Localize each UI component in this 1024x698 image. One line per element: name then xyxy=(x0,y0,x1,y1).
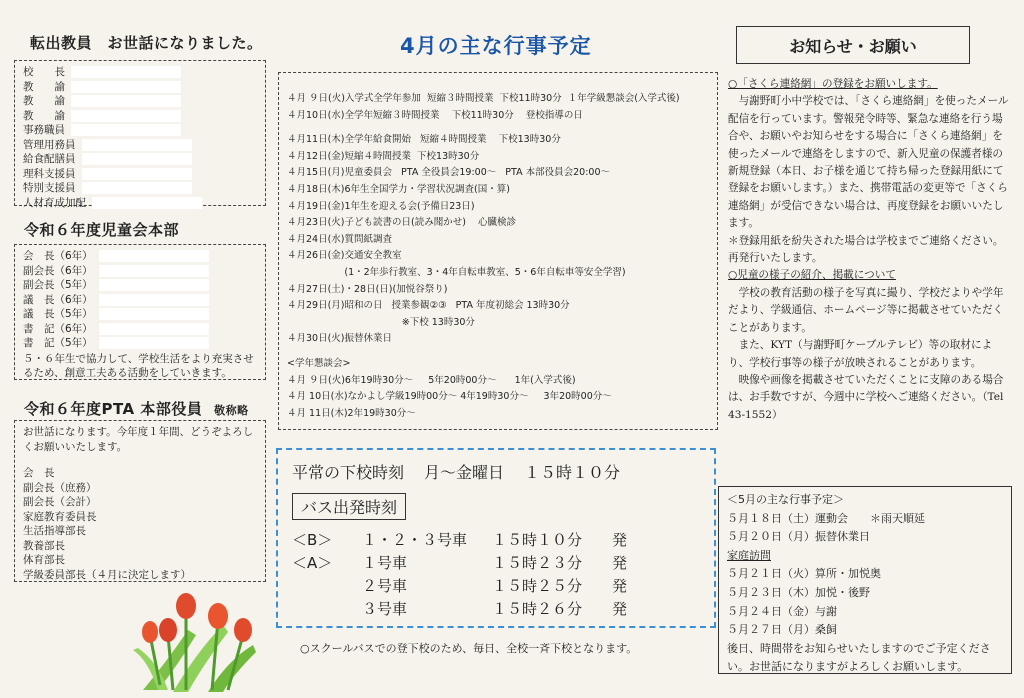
redacted-name xyxy=(71,95,181,107)
schedule-line: ４月10日(水)全学年短縮３時間授業 下校11時30分 登校指導の日 xyxy=(287,109,583,121)
council-member: 副会長（6年） xyxy=(23,264,257,279)
schedule-line: ４月 ９日(火)入学式全学年参加 短縮３時間授業 下校11時30分 １年学級懇談会(入学式後) xyxy=(287,93,680,104)
home-visit-day: ５月２７日（月）桑飼 xyxy=(727,623,837,637)
schedule-line: ４月27日(土)・28日(日)(加悦谷祭り) xyxy=(287,283,448,295)
transfer-list xyxy=(14,60,266,209)
pta-list xyxy=(14,420,266,582)
redacted-name xyxy=(99,279,209,291)
pta-role: 生活指導部長 xyxy=(23,525,86,537)
redacted-name xyxy=(71,124,181,136)
redacted-name xyxy=(99,308,209,320)
pta-role: 家庭教育委員長 xyxy=(23,510,97,523)
transfer-role: 給食配膳員 xyxy=(23,152,257,167)
transfer-role: 教 諭 xyxy=(23,94,257,109)
council-list xyxy=(14,244,266,380)
transfer-role: 教 諭 xyxy=(23,80,257,95)
redacted-name xyxy=(82,168,192,180)
schedule-line: ４月24日(水)質問紙調査 xyxy=(287,233,393,245)
pta-role: 副会長（庶務） xyxy=(23,481,97,494)
redacted-name xyxy=(99,323,209,335)
pta-role: 学級委員部長（４月に決定します） xyxy=(23,568,191,581)
council-title: 令和６年度児童会本部 xyxy=(24,221,180,239)
photo-paragraph-2: また、KYT（与謝野町ケーブルテレビ）等の取材により、学校行事等の様子が放映されることがあります。 xyxy=(728,339,993,369)
may-event: ５月２０日（月）振替休業日 xyxy=(727,530,870,544)
redacted-name xyxy=(99,265,209,277)
council-member: 会 長（6年） xyxy=(23,249,257,264)
schedule-gap xyxy=(287,124,711,132)
council-member: 議 長（6年） xyxy=(23,293,257,308)
april-schedule-box xyxy=(278,72,718,430)
council-member: 議 長（5年） xyxy=(23,307,257,322)
photo-heading: ○児童の様子の紹介、掲載について xyxy=(728,269,896,282)
pta-title: 令和６年度PTA 本部役員 敬称略 xyxy=(24,400,249,418)
renrakumo-body: 与謝野町小中学校では、「さくら連絡網」を使ったメール配信を行っています。警報発令時等、緊急な連絡を行う場合や、お願いやお知らせをする場合に「さくら連絡網」を使ったメールで連絡をしますので、新入児童の保護者様の新規登録（本日、お子様を通じて持ち帰った登録用紙にて登録をお願いします。）また、携帯電話の変更等で「さくら連絡網」が受信できない場合は、再度登録をお願いいたします。 xyxy=(728,95,1009,230)
schedule-line: ４月19日(金)1年生を迎える会(予備日23日) xyxy=(287,200,475,212)
schedule-line: ４月23日(火)子ども読書の日(読み聞かせ) 心臓検診 xyxy=(287,217,516,229)
notice-body xyxy=(728,76,1010,424)
transfer-role: 理科支援員 xyxy=(23,167,257,182)
home-visit-day: ５月２３日（木）加悦・後野 xyxy=(727,585,870,599)
redacted-name xyxy=(71,81,181,93)
bus-title: バス出発時刻 xyxy=(292,493,406,520)
council-member: 副会長（5年） xyxy=(23,278,257,293)
pta-role: 会 長 xyxy=(23,467,55,479)
transfer-role: 人材育成加配 xyxy=(23,196,257,211)
schedule-line: ※下校 13時30分 xyxy=(287,316,475,328)
photo-paragraph-3: 映像や画像を掲載させていただくことに支障のある場合は、お手数ですが、今週中に学校へご連絡ください。（Tel 43‐1552） xyxy=(728,373,1004,421)
pta-role: 体育部長 xyxy=(23,554,65,566)
schedule-line: ４月11日(木)全学年給食開始 短縮４時間授業 下校13時30分 xyxy=(287,134,561,146)
schedule-line: ４月30日(火)振替休業日 xyxy=(287,333,393,345)
transfer-role: 特別支援員 xyxy=(23,181,257,196)
council-member: 書 記（5年） xyxy=(23,336,257,351)
transfer-role: 事務職員 xyxy=(23,123,257,138)
council-note: ５・６年生で協力して、学校生活をより充実させるため、創意工夫ある活動をしていきます。 xyxy=(23,352,254,379)
may-title: ＜5月の主な行事予定＞ xyxy=(727,493,844,506)
redacted-name xyxy=(92,197,202,209)
may-schedule-box xyxy=(718,486,1012,674)
normal-return-time: 平常の下校時刻 月～金曜日 １５時１０分 xyxy=(292,463,621,482)
schedule-line: ４月29日(月)昭和の日 授業参観②③ PTA 年度初総会 13時30分 xyxy=(287,300,570,312)
redacted-name xyxy=(82,182,192,194)
bus-row: ２号車 １５時２５分 発 xyxy=(362,577,628,595)
pta-role: 教養部長 xyxy=(23,539,65,552)
redacted-name xyxy=(99,337,209,349)
schedule-line: <学年懇談会> xyxy=(287,357,351,369)
schedule-line: ４月26日(金)交通安全教室 xyxy=(287,250,402,262)
return-time-box xyxy=(276,448,716,628)
photo-paragraph-1: 学校の教育活動の様子を写真に撮り、学校だよりや学年だより、学級通信、ホームページ等に掲載させていただくことがあります。 xyxy=(728,286,1004,334)
home-visit-day: ５月２４日（金）与謝 xyxy=(727,604,837,618)
bus-row: ＜A＞ １号車 １５時２３分 発 xyxy=(292,554,628,572)
redacted-name xyxy=(82,153,192,165)
april-schedule-title: 4月の主な行事予定 xyxy=(400,34,592,58)
redacted-name xyxy=(99,250,209,262)
redacted-name xyxy=(71,110,181,122)
redacted-name xyxy=(99,294,209,306)
schedule-line: ４月 10日(水)なかよし学級19時00分～ 4年19時30分～ 3年20時00分～ xyxy=(287,391,612,403)
tulip-illustration xyxy=(128,590,268,695)
transfer-title: 転出教員 お世話になりました。 xyxy=(30,34,263,52)
may-event: ５月１８日（土）運動会 ＊雨天順延 xyxy=(727,511,925,525)
transfer-role: 教 諭 xyxy=(23,109,257,124)
schedule-line: ４月 ９日(火)6年19時30分～ 5年20時00分～ 1年(入学式後) xyxy=(287,374,576,386)
transfer-role: 校 長 xyxy=(23,65,257,80)
schedule-line: ４月18日(木)6年生全国学力・学習状況調査(国・算) xyxy=(287,183,510,195)
home-visit-day: ５月２１日（火）算所・加悦奥 xyxy=(727,567,881,581)
schedule-line: ４月 11日(木)2年19時30分～ xyxy=(287,407,416,419)
bus-row: ３号車 １５時２６分 発 xyxy=(362,600,628,618)
pta-intro: お世話になります。今年度１年間、どうぞよろしくお願いいたします。 xyxy=(23,426,254,453)
renrakumo-heading: ○「さくら連絡網」の登録をお願いします。 xyxy=(728,78,938,90)
schedule-gap xyxy=(287,348,711,356)
pta-role: 副会長（会計） xyxy=(23,496,97,508)
notice-title: お知らせ・お願い xyxy=(736,26,970,64)
schedule-line: ４月12日(金)短縮４時間授業 下校13時30分 xyxy=(287,150,480,162)
home-visit-title: 家庭訪問 xyxy=(727,548,771,562)
bus-row: ＜B＞ １・２・３号車 １５時１０分 発 xyxy=(292,531,628,549)
renrakumo-note: ＊登録用紙を紛失された場合は学校までご連絡ください。再発行いたします。 xyxy=(728,234,1004,265)
transfer-role: 管理用務員 xyxy=(23,138,257,153)
bus-note: ○スクールバスでの登下校のため、毎日、全校一斉下校となります。 xyxy=(300,642,638,655)
redacted-name xyxy=(71,66,181,78)
may-closing: 後日、時間帯をお知らせいたしますのでご予定ください。お世話になりますがよろしくお願いします。 xyxy=(727,641,991,674)
schedule-line: ４月15日(月)児童委員会 PTA 全役員会19:00～ PTA 本部役員会20:00～ xyxy=(287,167,611,179)
schedule-line: (1・2年歩行教室、3・4年自転車教室、5・6年自転車等安全学習) xyxy=(287,266,626,278)
council-member: 書 記（6年） xyxy=(23,322,257,337)
redacted-name xyxy=(82,139,192,151)
